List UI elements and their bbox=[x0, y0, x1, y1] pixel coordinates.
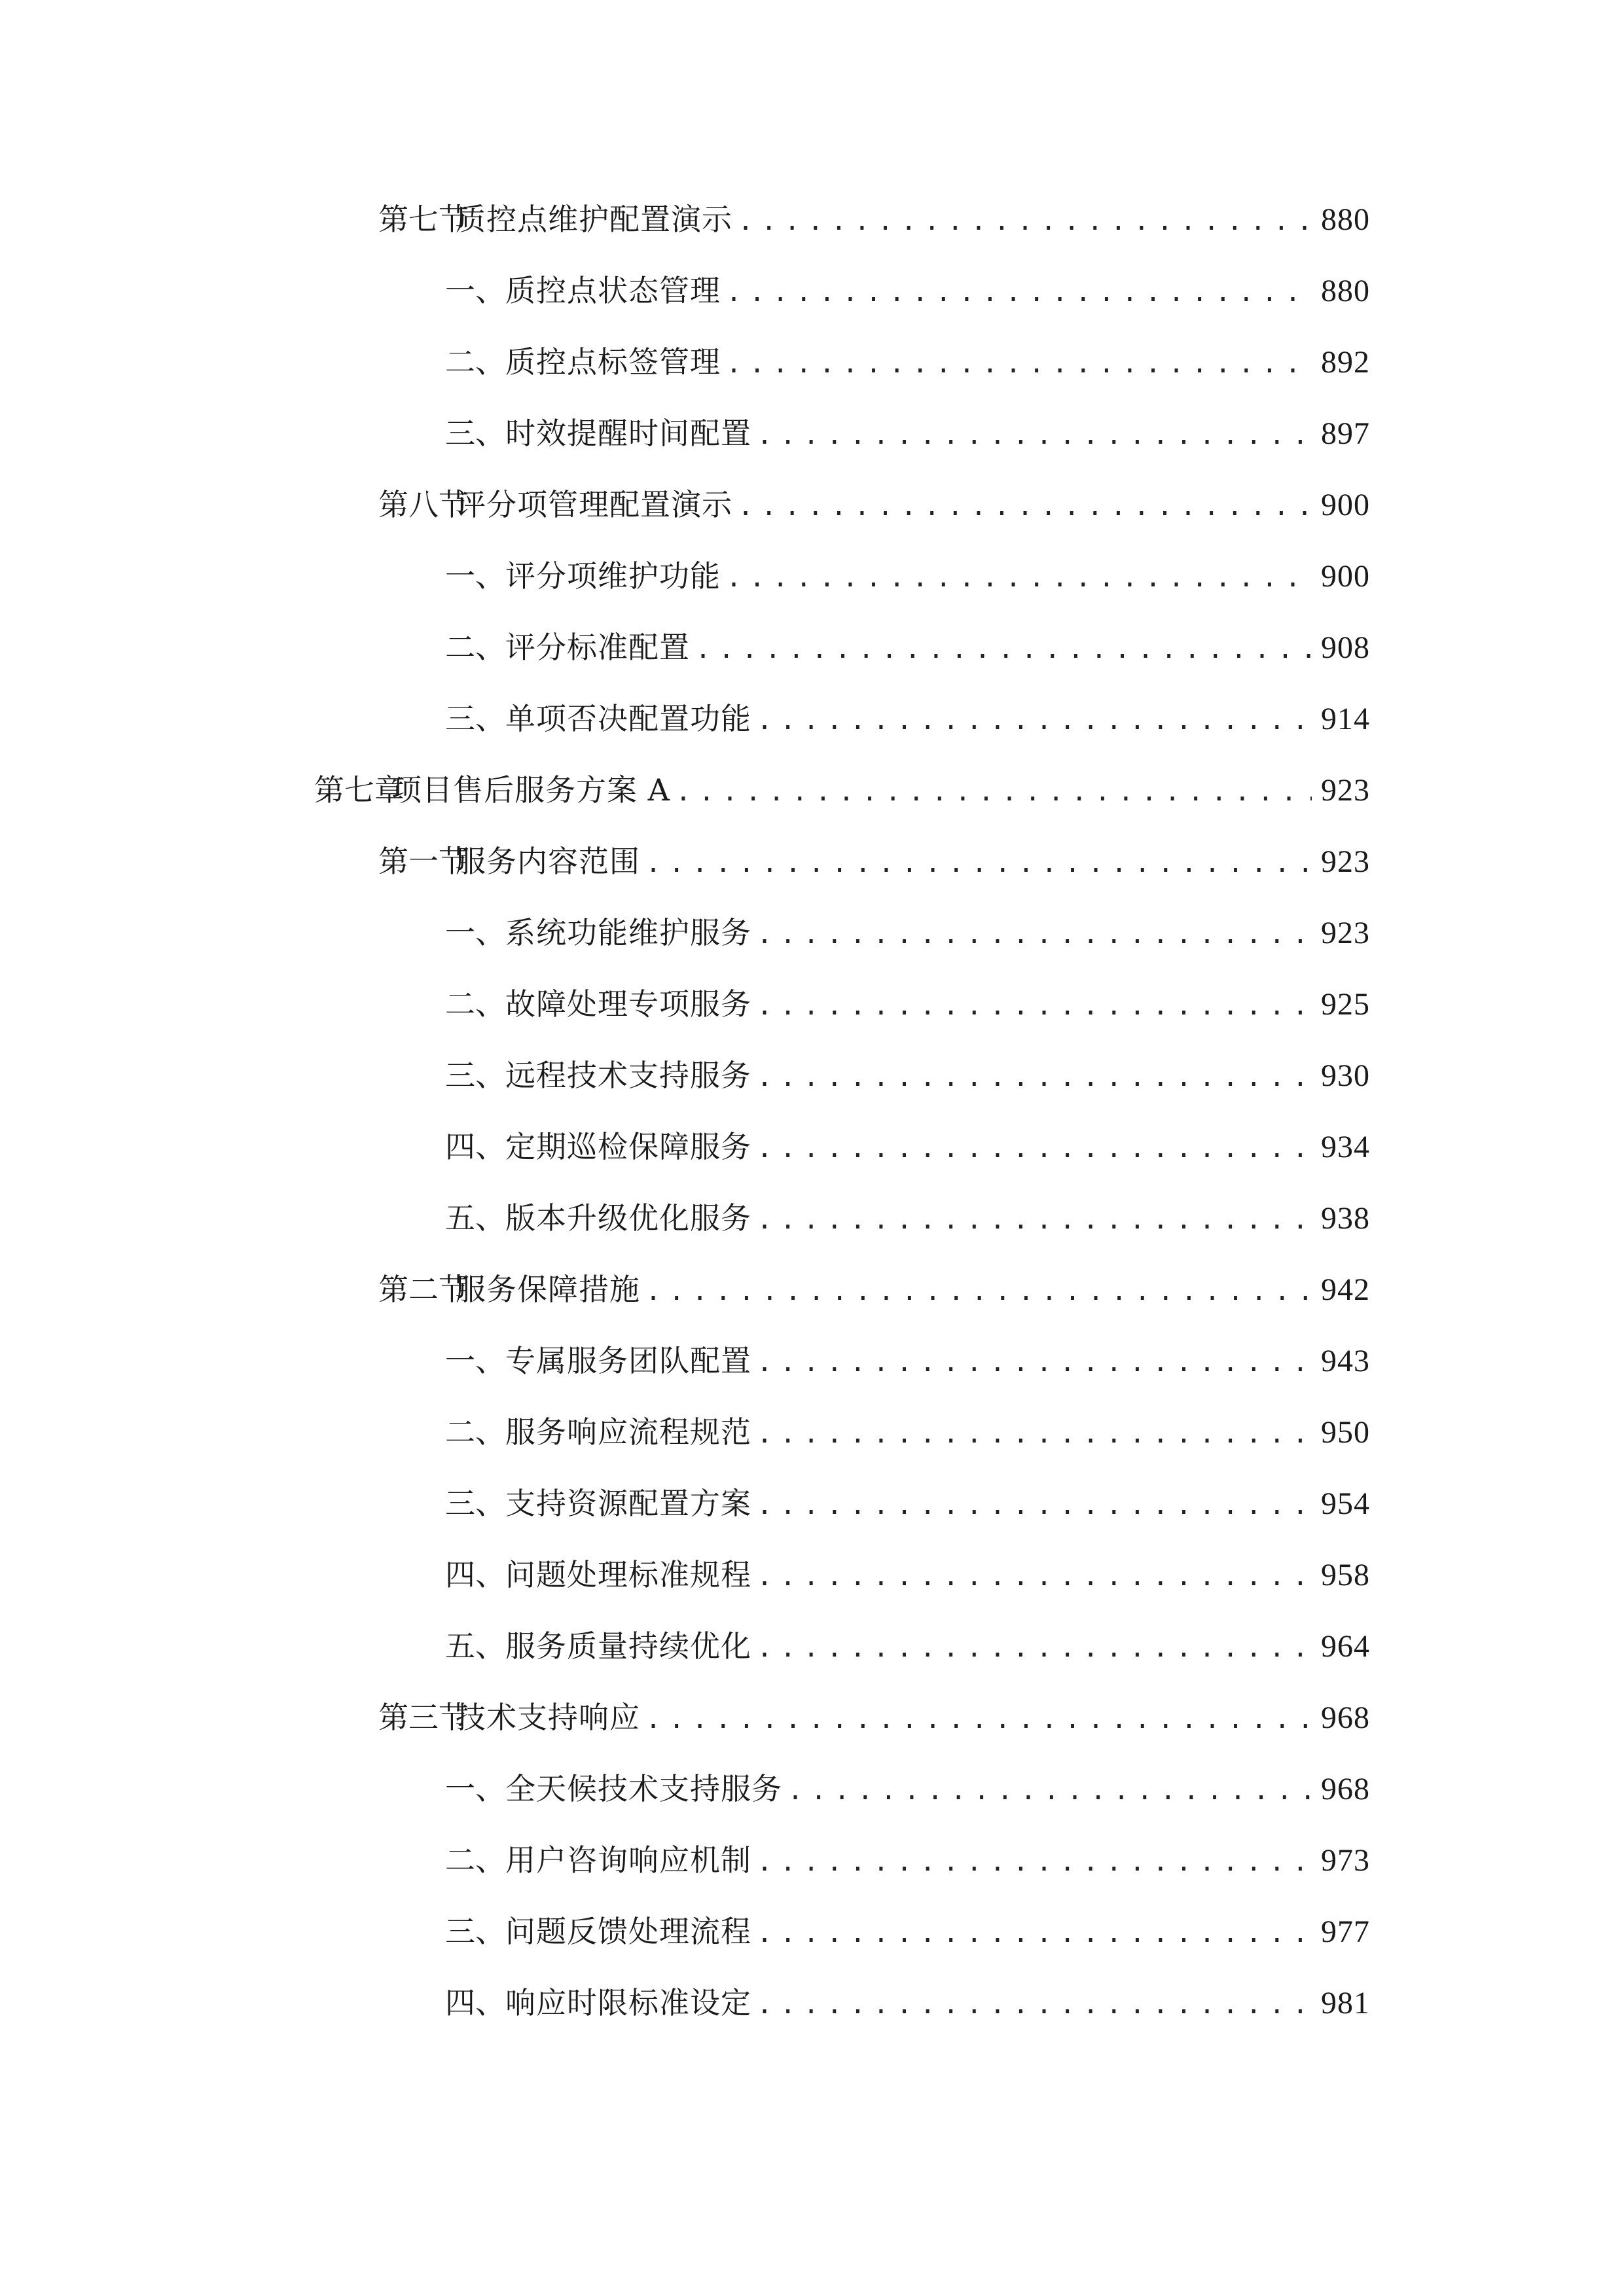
toc-entry-title: 质控点标签管理 bbox=[505, 344, 721, 380]
toc-entry-title: 服务保障措施 bbox=[456, 1272, 640, 1307]
toc-leader-dots bbox=[757, 1910, 1312, 1956]
toc-entry-number: 二、 bbox=[445, 986, 505, 1022]
toc-entry-title: 支持资源配置方案 bbox=[505, 1486, 751, 1521]
toc-entry-page: 923 bbox=[1321, 844, 1370, 879]
toc-entry[interactable] bbox=[445, 1124, 1370, 1170]
toc-entry[interactable] bbox=[378, 196, 1370, 242]
toc-entry-title: 评分项管理配置演示 bbox=[456, 487, 732, 522]
toc-entry[interactable] bbox=[445, 624, 1370, 670]
toc-leader-dots bbox=[757, 1482, 1312, 1528]
toc-entry[interactable] bbox=[378, 1266, 1370, 1312]
toc-entry-page: 954 bbox=[1321, 1486, 1370, 1521]
toc-entry-number: 第七章 bbox=[314, 772, 405, 808]
toc-leader-dots bbox=[757, 1197, 1312, 1243]
toc-leader-dots bbox=[757, 1340, 1312, 1386]
toc-leader-dots bbox=[757, 698, 1312, 744]
toc-entry-title: 版本升级优化服务 bbox=[505, 1200, 751, 1236]
toc-entry-title: 技术支持响应 bbox=[456, 1700, 640, 1735]
toc-entry-page: 938 bbox=[1321, 1201, 1370, 1236]
toc-entry-number: 一、 bbox=[445, 273, 505, 308]
toc-entry-page: 950 bbox=[1321, 1415, 1370, 1450]
toc-entry-title: 远程技术支持服务 bbox=[505, 1058, 751, 1093]
toc-entry-page: 958 bbox=[1321, 1558, 1370, 1592]
toc-entry-number: 一、 bbox=[445, 1343, 505, 1378]
toc-entry-page: 900 bbox=[1321, 559, 1370, 594]
toc-entry[interactable] bbox=[445, 1195, 1370, 1241]
toc-entry[interactable] bbox=[445, 1909, 1370, 1954]
toc-entry-title: 故障处理专项服务 bbox=[505, 986, 751, 1022]
toc-entry-number: 三、 bbox=[445, 416, 505, 451]
toc-entry-title: 项目售后服务方案 A bbox=[391, 772, 670, 808]
toc-entry-page: 943 bbox=[1321, 1344, 1370, 1378]
toc-entry[interactable] bbox=[445, 1338, 1370, 1384]
toc-entry-page: 880 bbox=[1321, 274, 1370, 308]
toc-entry-page: 925 bbox=[1321, 987, 1370, 1022]
toc-entry-title: 质控点状态管理 bbox=[505, 273, 721, 308]
toc-entry-number: 五、 bbox=[445, 1628, 505, 1664]
toc-entry-page: 930 bbox=[1321, 1058, 1370, 1093]
toc-entry[interactable] bbox=[445, 410, 1370, 456]
toc-entry-number: 一、 bbox=[445, 915, 505, 950]
toc-entry-title: 响应时限标准设定 bbox=[505, 1985, 751, 2020]
toc-entry-title: 定期巡检保障服务 bbox=[505, 1129, 751, 1164]
toc-entry-number: 二、 bbox=[445, 1414, 505, 1450]
toc-entry-title: 专属服务团队配置 bbox=[505, 1343, 751, 1378]
toc-entry-title: 问题处理标准规程 bbox=[505, 1557, 751, 1592]
toc-entry[interactable] bbox=[445, 1623, 1370, 1669]
toc-leader-dots bbox=[757, 1054, 1312, 1100]
toc-entry-number: 第一节 bbox=[378, 844, 469, 879]
toc-entry[interactable] bbox=[445, 553, 1370, 599]
toc-leader-dots bbox=[645, 1268, 1312, 1314]
toc-leader-dots bbox=[757, 1625, 1312, 1671]
toc-entry[interactable] bbox=[378, 482, 1370, 528]
toc-entry[interactable] bbox=[445, 696, 1370, 742]
toc-entry-number: 三、 bbox=[445, 1486, 505, 1521]
toc-entry-title: 评分项维护功能 bbox=[505, 558, 721, 594]
toc-leader-dots bbox=[757, 1554, 1312, 1600]
toc-leader-dots bbox=[787, 1768, 1312, 1814]
toc-entry-number: 一、 bbox=[445, 1771, 505, 1806]
toc-entry-number: 第二节 bbox=[378, 1272, 469, 1307]
toc-entry-number: 二、 bbox=[445, 630, 505, 665]
toc-entry-title: 时效提醒时间配置 bbox=[505, 416, 751, 451]
toc-entry-page: 900 bbox=[1321, 488, 1370, 522]
toc-entry-page: 880 bbox=[1321, 202, 1370, 237]
toc-leader-dots bbox=[757, 1982, 1312, 2028]
toc-leader-dots bbox=[695, 626, 1312, 672]
toc-entry-page: 977 bbox=[1321, 1914, 1370, 1949]
toc-leader-dots bbox=[757, 1126, 1312, 1172]
toc-entry-number: 第七节 bbox=[378, 202, 469, 237]
toc-leader-dots bbox=[738, 198, 1312, 244]
toc-entry-number: 四、 bbox=[445, 1985, 505, 2020]
toc-entry[interactable] bbox=[378, 838, 1370, 884]
toc-entry[interactable] bbox=[445, 1052, 1370, 1098]
toc-entry-number: 二、 bbox=[445, 344, 505, 380]
toc-entry-title: 质控点维护配置演示 bbox=[456, 202, 732, 237]
toc-entry-number: 四、 bbox=[445, 1129, 505, 1164]
toc-leader-dots bbox=[726, 341, 1312, 387]
toc-entry-number: 第三节 bbox=[378, 1700, 469, 1735]
toc-entry[interactable] bbox=[445, 1837, 1370, 1883]
toc-leader-dots bbox=[757, 1411, 1312, 1457]
toc-entry[interactable] bbox=[378, 1695, 1370, 1740]
toc-leader-dots bbox=[738, 484, 1312, 529]
toc-entry[interactable] bbox=[445, 1552, 1370, 1598]
toc-entry-page: 973 bbox=[1321, 1843, 1370, 1878]
toc-entry-page: 934 bbox=[1321, 1130, 1370, 1164]
toc-leader-dots bbox=[645, 1696, 1312, 1742]
toc-entry-number: 五、 bbox=[445, 1200, 505, 1236]
toc-entry-title: 系统功能维护服务 bbox=[505, 915, 751, 950]
toc-entry-page: 981 bbox=[1321, 1986, 1370, 2020]
toc-entry[interactable] bbox=[445, 1980, 1370, 2026]
toc-leader-dots bbox=[757, 912, 1312, 958]
toc-entry-page: 914 bbox=[1321, 702, 1370, 736]
toc-leader-dots bbox=[645, 840, 1312, 886]
toc-entry-page: 892 bbox=[1321, 345, 1370, 380]
toc-entry-page: 942 bbox=[1321, 1272, 1370, 1307]
toc-entry-number: 三、 bbox=[445, 1914, 505, 1949]
toc-entry-title: 服务内容范围 bbox=[456, 844, 640, 879]
toc-leader-dots bbox=[757, 412, 1312, 458]
toc-leader-dots bbox=[726, 270, 1312, 315]
toc-entry-number: 四、 bbox=[445, 1557, 505, 1592]
toc-entry-number: 三、 bbox=[445, 701, 505, 736]
toc-entry-page: 897 bbox=[1321, 416, 1370, 451]
toc-entry[interactable] bbox=[445, 981, 1370, 1027]
toc-entry-title: 评分标准配置 bbox=[505, 630, 690, 665]
toc-entry-number: 三、 bbox=[445, 1058, 505, 1093]
toc-leader-dots bbox=[676, 769, 1312, 815]
toc-entry-title: 用户咨询响应机制 bbox=[505, 1842, 751, 1878]
toc-entry[interactable] bbox=[445, 1480, 1370, 1526]
toc-entry-number: 第八节 bbox=[378, 487, 469, 522]
toc-entry-page: 968 bbox=[1321, 1700, 1370, 1735]
toc-entry-number: 二、 bbox=[445, 1842, 505, 1878]
toc-entry-title: 单项否决配置功能 bbox=[505, 701, 751, 736]
toc-leader-dots bbox=[757, 1839, 1312, 1885]
toc-entry-title: 全天候技术支持服务 bbox=[505, 1771, 782, 1806]
toc-entry-title: 问题反馈处理流程 bbox=[505, 1914, 751, 1949]
toc-entry[interactable] bbox=[445, 1766, 1370, 1812]
toc-entry-page: 923 bbox=[1321, 773, 1370, 808]
toc-entry-page: 968 bbox=[1321, 1772, 1370, 1806]
toc-entry[interactable] bbox=[445, 910, 1370, 956]
toc-entry-number: 一、 bbox=[445, 558, 505, 594]
toc-entry[interactable] bbox=[445, 268, 1370, 314]
toc-leader-dots bbox=[757, 983, 1312, 1029]
toc-entry[interactable] bbox=[445, 339, 1370, 385]
toc-entry-page: 908 bbox=[1321, 630, 1370, 665]
toc-entry-chapter[interactable] bbox=[314, 767, 1370, 813]
toc-leader-dots bbox=[726, 555, 1312, 601]
toc-entry-title: 服务响应流程规范 bbox=[505, 1414, 751, 1450]
toc-entry-page: 964 bbox=[1321, 1629, 1370, 1664]
toc-entry-title: 服务质量持续优化 bbox=[505, 1628, 751, 1664]
toc-entry-page: 923 bbox=[1321, 916, 1370, 950]
toc-entry[interactable] bbox=[445, 1409, 1370, 1455]
